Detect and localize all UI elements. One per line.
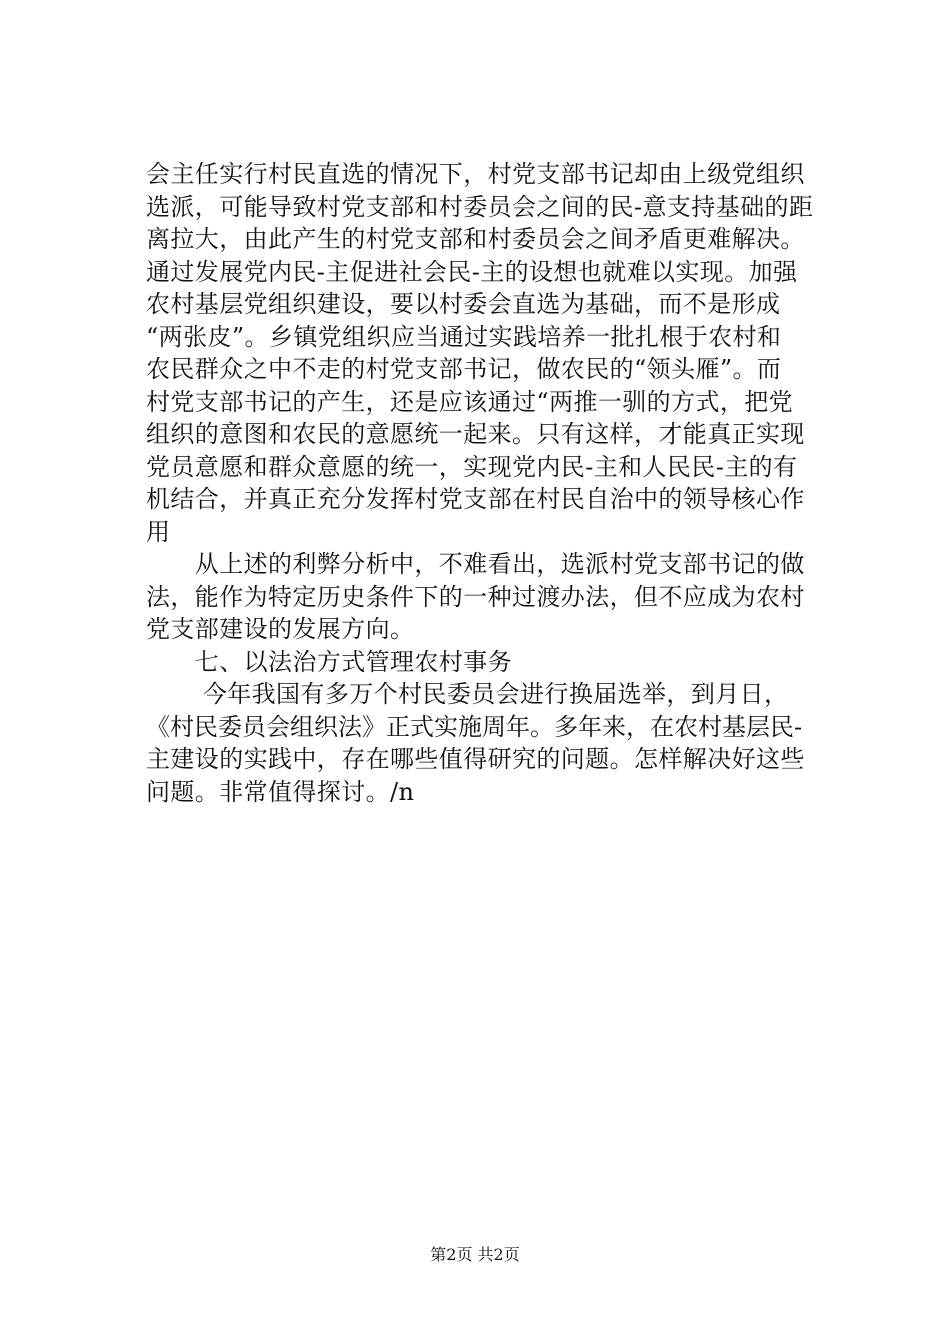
- text-line: 通过发展党内民-主促进社会民-主的设想也就难以实现。加强: [146, 257, 798, 286]
- text-line: 农村基层党组织建设，要以村委会直选为基础，而不是形成: [146, 290, 781, 318]
- text-line: 机结合，并真正充分发挥村党支部在村民自治中的领导核心作: [146, 485, 805, 513]
- text-line: 选派，可能导致村党支部和村委员会之间的民-意支持基础的距: [146, 192, 814, 221]
- text-line: “两张皮”。乡镇党组织应当通过实践培养一批扎根于农村和: [146, 322, 782, 351]
- text-line: 离拉大，由此产生的村党支部和村委员会之间矛盾更难解决。: [146, 225, 805, 253]
- text-line: 用: [146, 517, 171, 546]
- text-line: 会主任实行村民直选的情况下，村党支部书记却由上级党组织: [146, 160, 805, 188]
- text-line: 村党支部书记的产生，还是应该通过“两推一驯的方式，把党: [146, 387, 794, 416]
- text-line: 党员意愿和群众意愿的统一，实现党内民-主和人民民-主的有: [146, 452, 798, 481]
- text-line: 党支部建设的发展方向。: [146, 615, 415, 643]
- text-line: 今年我国有多万个村民委员会进行换届选举，到月日，: [146, 680, 789, 708]
- section-heading: 七、以法治方式管理农村事务: [146, 647, 512, 676]
- text-line: 主建设的实践中，存在哪些值得研究的问题。怎样解决好这些: [146, 745, 805, 773]
- text-line: 组织的意图和农民的意愿统一起来。只有这样，才能真正实现: [146, 420, 805, 448]
- text-line: 问题。非常值得探讨。/n: [146, 777, 415, 806]
- page-number-footer: 第2页 共2页: [430, 1245, 520, 1264]
- text-line: 法，能作为特定历史条件下的一种过渡办法，但不应成为农村: [146, 582, 805, 611]
- text-line: 农民群众之中不走的村党支部书记，做农民的“领头雁”。而: [146, 355, 782, 383]
- text-line: 《村民委员会组织法》正式实施周年。多年来，在农村基层民-: [146, 712, 803, 741]
- body-text: [146, 158, 814, 808]
- text-line: 从上述的利弊分析中，不难看出，选派村党支部书记的做: [146, 550, 805, 578]
